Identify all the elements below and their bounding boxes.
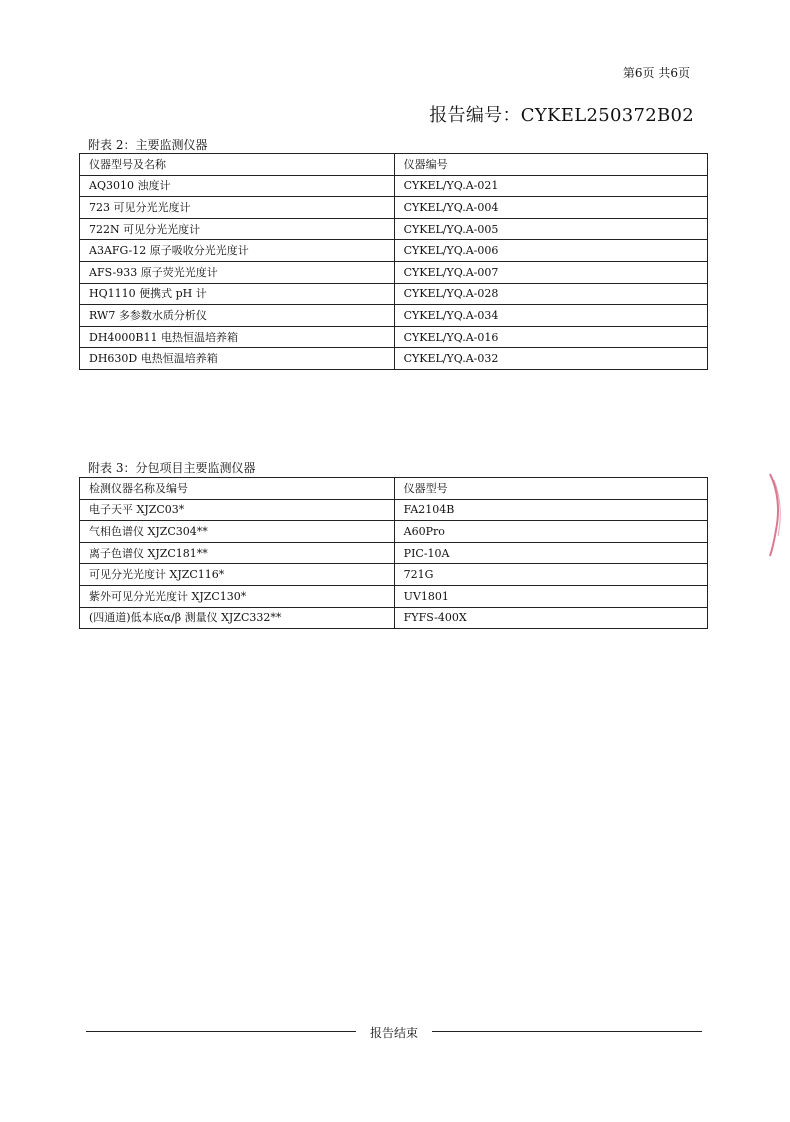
table-row xyxy=(80,521,708,543)
table-cell: 722N 可见分光光度计 xyxy=(80,218,395,240)
table3 xyxy=(79,477,708,629)
table-cell: DH4000B11 电热恒温培养箱 xyxy=(80,326,395,348)
table-header-cell: 仪器型号及名称 xyxy=(80,154,395,176)
table-cell: CYKEL/YQ.A-021 xyxy=(394,175,707,197)
report-end-footer xyxy=(86,1024,702,1040)
table2 xyxy=(79,153,708,370)
table-cell: CYKEL/YQ.A-006 xyxy=(394,240,707,262)
table2-caption: 附表 2：主要监测仪器 xyxy=(88,138,208,152)
page-number: 第6页 共6页 xyxy=(622,66,690,80)
table-cell: RW7 多参数水质分析仪 xyxy=(80,305,395,327)
table-cell: UV1801 xyxy=(394,585,707,607)
table-cell: FYFS-400X xyxy=(394,607,707,629)
table-row xyxy=(80,240,708,262)
table-cell: 721G xyxy=(394,564,707,586)
report-number: 报告编号：CYKEL250372B02 xyxy=(429,105,694,126)
table-row xyxy=(80,585,708,607)
table-row xyxy=(80,305,708,327)
table-cell: CYKEL/YQ.A-032 xyxy=(394,348,707,370)
report-end-text: 报告结束 xyxy=(369,1026,418,1040)
table-header-cell: 检测仪器名称及编号 xyxy=(80,478,395,500)
table-cell: 723 可见分光光度计 xyxy=(80,197,395,219)
table-cell: HQ1110 便携式 pH 计 xyxy=(80,283,395,305)
table3-caption: 附表 3：分包项目主要监测仪器 xyxy=(88,461,256,475)
table-row xyxy=(80,607,708,629)
table-row xyxy=(80,499,708,521)
table-cell: 气相色谱仪 XJZC304** xyxy=(80,521,395,543)
table-cell: AFS-933 原子荧光光度计 xyxy=(80,261,395,283)
table-cell: CYKEL/YQ.A-016 xyxy=(394,326,707,348)
table-row xyxy=(80,542,708,564)
table-cell: CYKEL/YQ.A-007 xyxy=(394,261,707,283)
table-cell: DH630D 电热恒温培养箱 xyxy=(80,348,395,370)
table-cell: CYKEL/YQ.A-005 xyxy=(394,218,707,240)
table-row xyxy=(80,261,708,283)
table-cell: 离子色谱仪 XJZC181** xyxy=(80,542,395,564)
table-cell: 电子天平 XJZC03* xyxy=(80,499,395,521)
table-cell: AQ3010 浊度计 xyxy=(80,175,395,197)
table-cell: CYKEL/YQ.A-004 xyxy=(394,197,707,219)
table-row xyxy=(80,283,708,305)
table-cell: (四通道)低本底α/β 测量仪 XJZC332** xyxy=(80,607,395,629)
table-row xyxy=(80,326,708,348)
table-header-row xyxy=(80,478,708,500)
table-cell: FA2104B xyxy=(394,499,707,521)
table-cell: CYKEL/YQ.A-028 xyxy=(394,283,707,305)
table-row xyxy=(80,197,708,219)
table-row xyxy=(80,175,708,197)
table-cell: 紫外可见分光光度计 XJZC130* xyxy=(80,585,395,607)
seal-edge-mark xyxy=(768,470,786,560)
table-cell: A60Pro xyxy=(394,521,707,543)
table-row xyxy=(80,348,708,370)
table-cell: CYKEL/YQ.A-034 xyxy=(394,305,707,327)
table-header-cell: 仪器型号 xyxy=(394,478,707,500)
table-cell: 可见分光光度计 XJZC116* xyxy=(80,564,395,586)
table-header-row xyxy=(80,154,708,176)
table-row xyxy=(80,218,708,240)
table-header-cell: 仪器编号 xyxy=(394,154,707,176)
table-cell: A3AFG-12 原子吸收分光光度计 xyxy=(80,240,395,262)
table-row xyxy=(80,564,708,586)
table-cell: PIC-10A xyxy=(394,542,707,564)
